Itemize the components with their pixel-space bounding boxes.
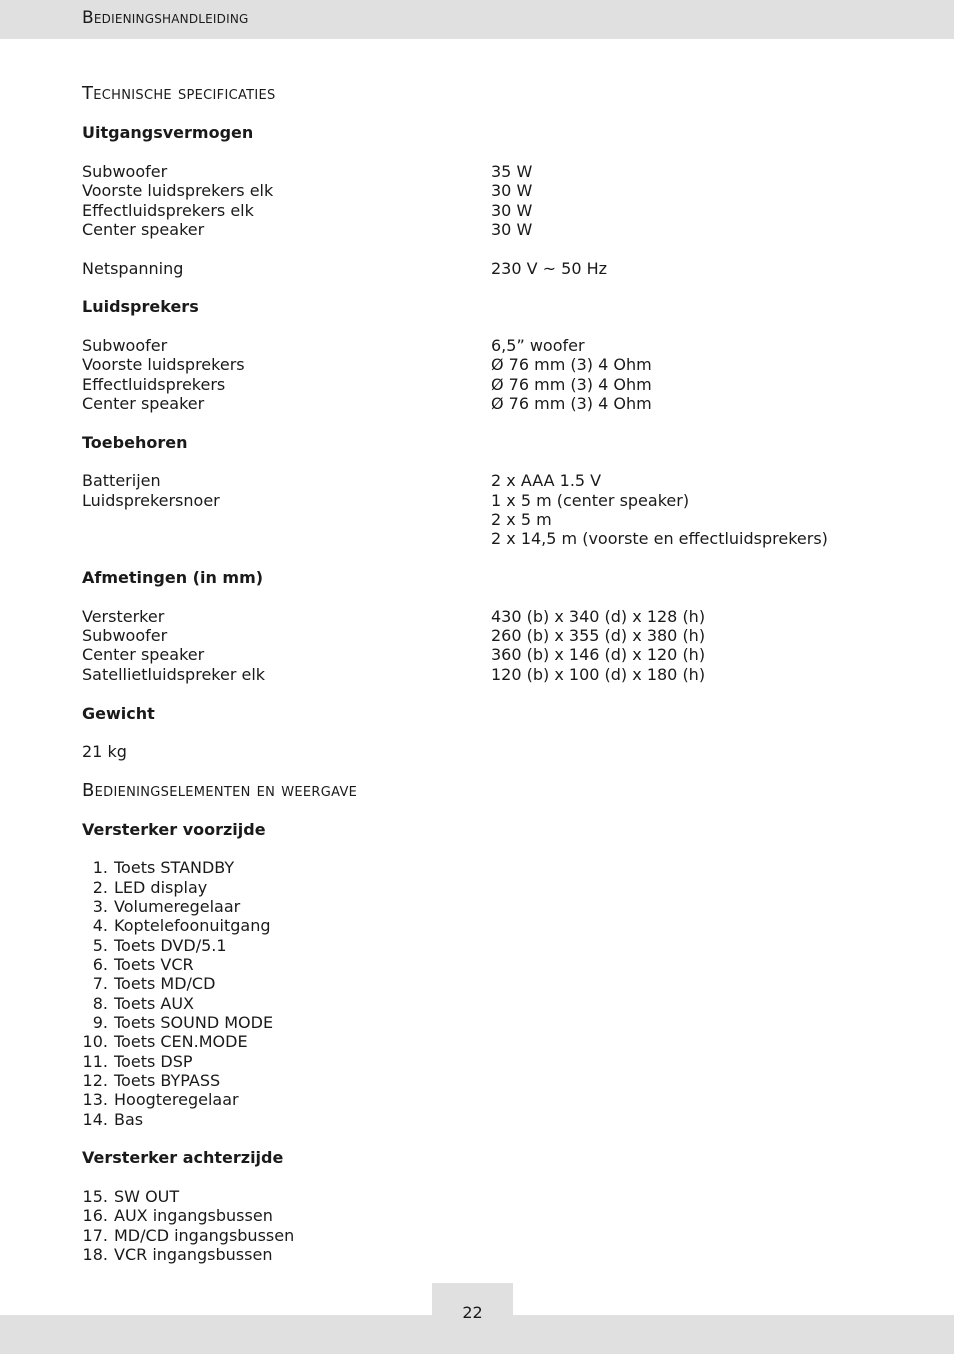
item-number: 8.	[92, 994, 108, 1013]
spec-label: Voorste luidsprekers elk	[82, 181, 274, 200]
spec-value: 360 (b) x 146 (d) x 120 (h)	[491, 645, 706, 664]
spec-value: 35 W	[491, 162, 533, 181]
item-number: 6.	[92, 955, 108, 974]
spec-row-mains	[82, 259, 882, 278]
spec-label: Effectluidsprekers	[82, 375, 226, 394]
item-text: LED display	[114, 878, 208, 897]
spec-value: Ø 76 mm (3) 4 Ohm	[491, 375, 652, 394]
item-number: 11.	[82, 1052, 108, 1071]
item-number: 7.	[92, 974, 108, 993]
item-number: 12.	[82, 1071, 108, 1090]
item-number: 5.	[92, 936, 108, 955]
spec-value: 2 x 5 m	[491, 510, 552, 529]
spec-label: Luidsprekersnoer	[82, 491, 220, 510]
spec-label: Voorste luidsprekers	[82, 355, 245, 374]
item-text: VCR ingangsbussen	[114, 1245, 273, 1264]
item-number: 16.	[82, 1206, 108, 1225]
spec-value: 30 W	[491, 201, 533, 220]
spec-row	[82, 336, 882, 355]
item-text: Toets DSP	[114, 1052, 193, 1071]
spec-value: 1 x 5 m (center speaker)	[491, 491, 690, 510]
item-text: MD/CD ingangsbussen	[114, 1226, 295, 1245]
item-number: 13.	[82, 1090, 108, 1109]
spec-label: Netspanning	[82, 259, 184, 278]
spec-row	[82, 665, 882, 684]
item-number: 9.	[92, 1013, 108, 1032]
item-text: Koptelefoonuitgang	[114, 916, 271, 935]
spec-row	[82, 607, 882, 626]
item-text: Toets VCR	[114, 955, 194, 974]
item-number: 10.	[82, 1032, 108, 1051]
spec-value: Ø 76 mm (3) 4 Ohm	[491, 355, 652, 374]
spec-row	[82, 626, 882, 645]
spec-value: 6,5” woofer	[491, 336, 585, 355]
spec-value: 2 x 14,5 m (voorste en effectluidsprekers)	[491, 529, 828, 548]
rear-heading: Versterker achterzijde	[82, 1148, 284, 1167]
spec-row	[82, 181, 882, 200]
spec-row	[82, 471, 882, 490]
item-number: 15.	[82, 1187, 108, 1206]
spec-value: 230 V ~ 50 Hz	[491, 259, 608, 278]
spec-value: 30 W	[491, 181, 533, 200]
spec-row	[82, 201, 882, 220]
spec-label: Center speaker	[82, 394, 205, 413]
spec-row	[82, 355, 882, 374]
spec-value: 2 x AAA 1.5 V	[491, 471, 602, 490]
item-text: SW OUT	[114, 1187, 180, 1206]
spec-row	[82, 162, 882, 181]
spec-label: Satellietluidspreker elk	[82, 665, 266, 684]
spec-value: 30 W	[491, 220, 533, 239]
weight-heading: Gewicht	[82, 704, 155, 723]
item-number: 3.	[92, 897, 108, 916]
spec-label: Subwoofer	[82, 162, 168, 181]
spec-row	[82, 220, 882, 239]
item-number: 4.	[92, 916, 108, 935]
item-number: 1.	[92, 858, 108, 877]
spec-label: Subwoofer	[82, 336, 168, 355]
accessories-heading: Toebehoren	[82, 433, 188, 452]
front-heading: Versterker voorzijde	[82, 820, 266, 839]
item-text: Toets MD/CD	[114, 974, 216, 993]
item-number: 18.	[82, 1245, 108, 1264]
spec-value: Ø 76 mm (3) 4 Ohm	[491, 394, 652, 413]
spec-label: Batterijen	[82, 471, 161, 490]
spec-row	[82, 510, 882, 529]
spec-value: 120 (b) x 100 (d) x 180 (h)	[491, 665, 706, 684]
spec-label: Center speaker	[82, 645, 205, 664]
item-text: Toets STANDBY	[114, 858, 235, 877]
item-text: Bas	[114, 1110, 144, 1129]
spec-row	[82, 491, 882, 510]
spec-value: 260 (b) x 355 (d) x 380 (h)	[491, 626, 706, 645]
spec-label: Subwoofer	[82, 626, 168, 645]
item-number: 14.	[82, 1110, 108, 1129]
item-text: Toets BYPASS	[114, 1071, 221, 1090]
controls-section-title: Bedieningselementen en weergave	[82, 780, 358, 801]
item-text: Toets AUX	[114, 994, 194, 1013]
spec-label: Versterker	[82, 607, 165, 626]
running-header: Bedieningshandleiding	[82, 8, 249, 28]
item-text: Toets SOUND MODE	[114, 1013, 274, 1032]
page-number: 22	[462, 1303, 483, 1322]
item-number: 17.	[82, 1226, 108, 1245]
specs-section-title: Technische specificaties	[82, 83, 276, 104]
speakers-heading: Luidsprekers	[82, 297, 199, 316]
item-text: Volumeregelaar	[114, 897, 241, 916]
spec-row	[82, 645, 882, 664]
spec-label: Center speaker	[82, 220, 205, 239]
item-text: AUX ingangsbussen	[114, 1206, 273, 1225]
weight-value: 21 kg	[82, 742, 127, 761]
output-heading: Uitgangsvermogen	[82, 123, 254, 142]
item-text: Hoogteregelaar	[114, 1090, 239, 1109]
item-text: Toets DVD/5.1	[114, 936, 227, 955]
dimensions-heading: Afmetingen (in mm)	[82, 568, 264, 587]
spec-value: 430 (b) x 340 (d) x 128 (h)	[491, 607, 706, 626]
item-number: 2.	[92, 878, 108, 897]
spec-row	[82, 394, 882, 413]
spec-label: Effectluidsprekers elk	[82, 201, 254, 220]
item-text: Toets CEN.MODE	[114, 1032, 248, 1051]
spec-row	[82, 529, 882, 548]
spec-row	[82, 375, 882, 394]
